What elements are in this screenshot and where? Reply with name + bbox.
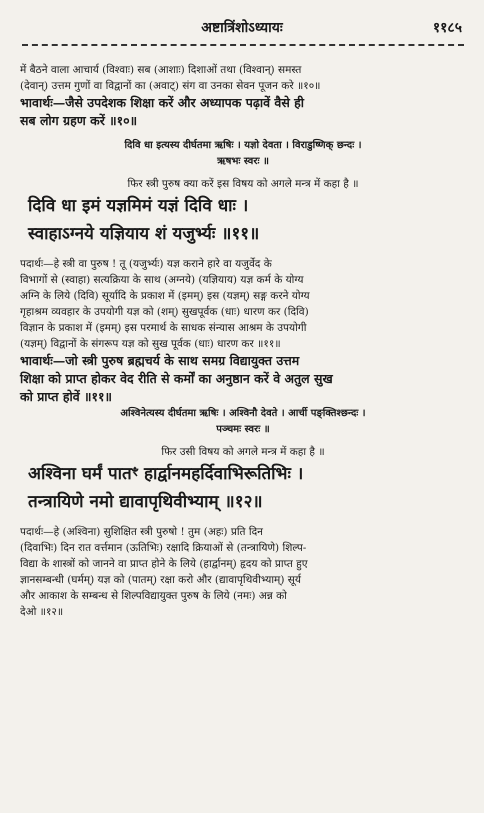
bhavarth-line: भावार्थः—जैसे उपदेशक शिक्षा करें और अध्यापक पढ़ावें वैसे ही [20, 95, 305, 110]
padarth-line: पदार्थः—हे स्त्री वा पुरुष ! तू (यजुर्भ्यः) यज्ञ कराने हारे वा यजुर्वेद के [20, 258, 272, 270]
padarth-line: अग्नि के लिये (दिवि) सूर्यादि के प्रकाश में (इमम्) इस (यज्ञम्) सङ्ग करने योग्य [20, 290, 310, 302]
chapter-title: अष्टात्रिंशोऽध्यायः [201, 20, 283, 36]
bhavarth-line: भावार्थः—जो स्त्री पुरुष ब्रह्मचर्य के साथ समग्र विद्यायुक्त उत्तम [20, 353, 300, 368]
mantra-intro: फिर स्त्री पुरुष क्या करें इस विषय को अगले मन्त्र में कहा है ॥ [127, 178, 359, 190]
bhavarth-line: शिक्षा को प्राप्त होकर वेद रीति से कर्मों का अनुष्ठान करें वे अतुल सुख [20, 371, 333, 386]
padarth-line: विज्ञान के प्रकाश में (इमम्) इस परमार्थ के साधक संन्यास आश्रम के उपयोगी [20, 322, 307, 334]
page-body [20, 62, 466, 620]
page-number: ११८५ [432, 20, 462, 36]
page-header [0, 18, 484, 46]
mantra-line: तन्त्रायिणे नमो द्यावापृथिवीभ्याम् ॥१२॥ [28, 492, 263, 512]
padarth-line: विभागों से (स्वाहा) सत्यक्रिया के साथ (अग्नये) (यज्ञियाय) यज्ञ कर्म के योग्य [20, 274, 304, 286]
bhavarth-line: को प्राप्त होवें ॥११॥ [20, 389, 113, 404]
mantra-line: अश्विना घर्मं पातꣳ हार्द्वानमहर्दिवाभिरूतिभिः । [28, 464, 304, 484]
rishi-devata-line: अश्विनेत्यस्य दीर्घतमा ऋषिः । अश्विनौ देवते । आर्ची पङ्क्तिश्छन्दः । [120, 408, 366, 419]
padarth-line: (यज्ञम्) विद्वानों के संगरूप यज्ञ को सुख पूर्वक (धाः) धारण कर ॥११॥ [20, 338, 281, 350]
section-10-continuation [20, 62, 466, 130]
padarth-line: गृहाश्रम व्यवहार के उपयोगी यज्ञ को (शम्) सुखपूर्वक (धाः) धारण कर (दिवि) [20, 306, 309, 318]
padarth-line: विद्या के शास्त्रों को जानने वा प्राप्त होने के लिये (हार्द्वानम्) हृदय को प्राप्त हुए [20, 558, 308, 570]
bhavarth-line: सब लोग ग्रहण करें ॥१०॥ [20, 113, 138, 128]
padarth-line: (देवान्) उत्तम गुणों वा विद्वानों का (अवाट्) संग वा उनका सेवन पूजन करे ॥१०॥ [20, 80, 321, 92]
svara-line: ऋषभः स्वरः ॥ [217, 156, 269, 167]
header-divider [22, 44, 464, 46]
padarth-line: ज्ञानसम्बन्धी (घर्मम्) यज्ञ को (पातम्) रक्षा करो और (द्यावापृथिवीभ्याम्) सूर्य [20, 574, 301, 586]
rishi-devata-line: दिवि धा इत्यस्य दीर्घतमा ऋषिः । यज्ञो देवता । विराडुष्णिक् छन्दः । [124, 140, 362, 151]
mantra-line: दिवि धा इमं यज्ञमिमं यज्ञं दिवि धाः । [28, 196, 249, 216]
padarth-line: देओ ॥१२॥ [20, 606, 64, 618]
svara-line: पञ्चमः स्वरः ॥ [216, 424, 270, 435]
padarth-line: (दिवाभिः) दिन रात वर्त्तमान (ऊतिभिः) रक्षादि क्रियाओं से (तन्त्रायिणे) शिल्प- [20, 542, 307, 554]
mantra-12-block [20, 406, 466, 620]
padarth-line: पदार्थः—हे (अश्विना) सुशिक्षित स्त्री पुरुषो ! तुम (अहः) प्रति दिन [20, 526, 264, 538]
padarth-line: और आकाश के सम्बन्ध से शिल्पविद्यायुक्त पुरुष के लिये (नमः) अन्न को [20, 590, 287, 602]
mantra-line: स्वाहाऽग्नये यज्ञियाय शं यजुर्भ्यः ॥११॥ [28, 224, 260, 244]
mantra-intro: फिर उसी विषय को अगले मन्त्र में कहा है ॥ [161, 446, 325, 458]
padarth-line: में बैठने वाला आचार्य (विश्वाः) सब (आशाः) दिशाओं तथा (विश्वान्) समस्त [20, 64, 302, 76]
mantra-11-block [20, 138, 466, 406]
